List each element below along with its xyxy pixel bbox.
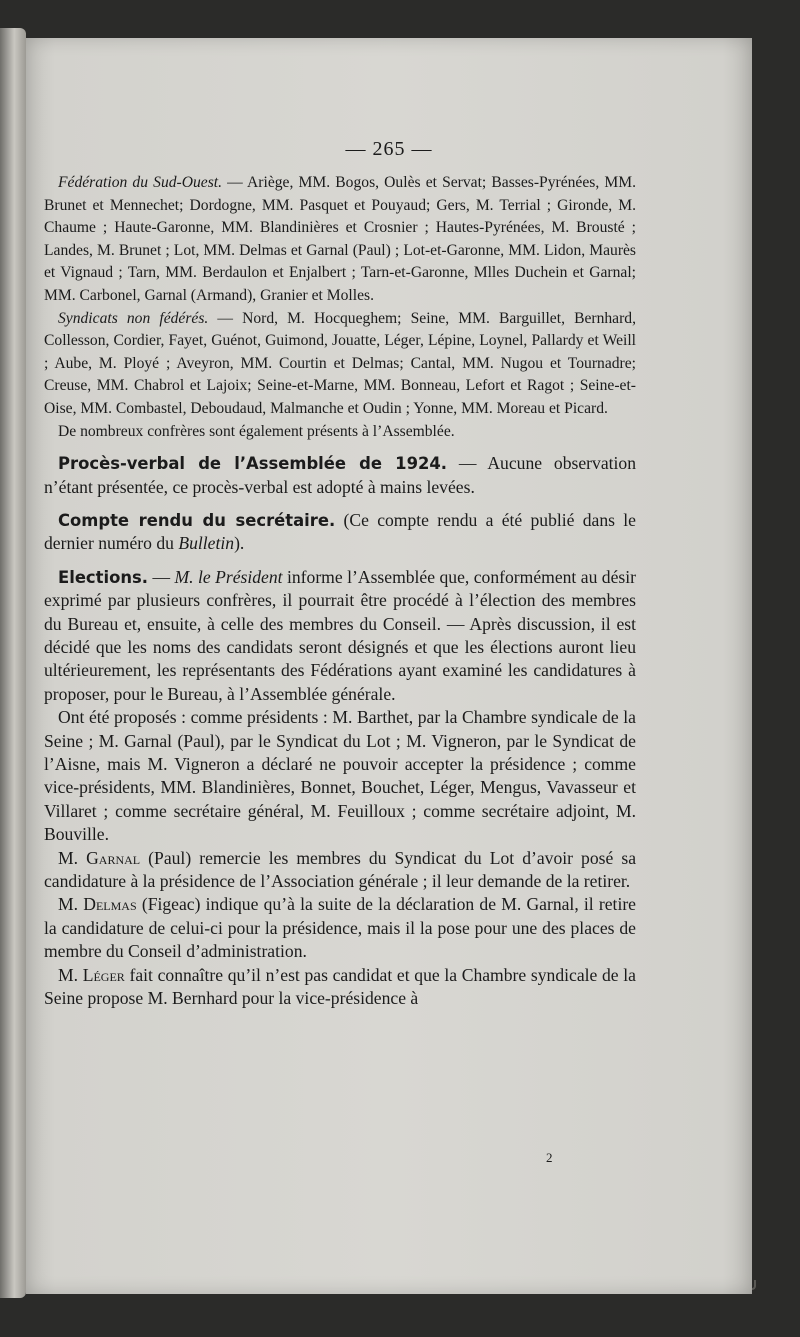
signature-mark: 2 [546, 1150, 553, 1165]
paragraph-proces-verbal [44, 452, 636, 499]
paragraph-text: (Paul) remercie les membres du Syndicat du Lot d’avoir posé sa candidature à la présidence de l’Association générale ; il leur demande de la retirer. [44, 847, 636, 892]
speaker-name: Garnal [86, 847, 141, 868]
paragraph-text: — Ariège, MM. Bogos, Oulès et Servat; Basses-Pyrénées, MM. Brunet et Mennechet; Dordogne, MM. Pasquet et Pouyaud; Gers, M. Terrial ; Gironde, M. Chaume ; Haute-Garonne, MM. Blandinières et Crosnier ; Hautes-Pyrénées, M. Brousté ; Landes, M. Brunet ; Lot, MM. Delmas et Garnal (Paul) ; Lot-et-Garonne, MM. Lidon, Maurès et Vignaud ; Tarn, MM. Berdaulon et Enjalbert ; Tarn-et-Garonne, Mlles Duchein et Garnal; MM. Carbonel, Garnal (Armand), Granier et Molles. [44, 174, 636, 304]
paragraph-federation-sud-ouest [44, 172, 636, 308]
paragraph-leger [44, 964, 636, 1011]
dash: — [148, 566, 175, 587]
book-page [26, 38, 752, 1294]
speaker-prefix: M. [58, 847, 87, 868]
paragraph-title: Syndicats non fédérés. [58, 309, 209, 327]
speaker-name: Delmas [83, 894, 137, 915]
paragraph-delmas [44, 893, 636, 963]
paragraph-syndicats-non-federes [44, 308, 636, 421]
speaker-prefix: M. [58, 894, 84, 915]
president-ref: M. le Président [174, 566, 283, 587]
paragraph-confreres: De nombreux confrères sont également présents à l’Assemblée. [58, 422, 455, 440]
section-heading: Compte rendu du secrétaire. [58, 510, 336, 530]
paragraph-text: — Nord, M. Hocqueghem; Seine, MM. Barguillet, Bernhard, Collesson, Cordier, Fayet, Guénot, Guimond, Jouatte, Léger, Lépine, Loynel, Pallardy et Weill ; Aube, M. Ployé ; Aveyron, MM. Courtin et Delmas; Cantal, MM. Nugou et Tournadre; Creuse, MM. Chabrol et Lajoix; Seine-et-Marne, MM. Bonneau, Lefort et Ragot ; Seine-et-Oise, MM. Combastel, Deboudaud, Malmanche et Oudin ; Yonne, MM. Moreau et Picard. [44, 309, 636, 417]
paragraph-text: (Figeac) indique qu’à la suite de la déclaration de M. Garnal, il retire la candidature de celui-ci pour la présidence, mais il la pose pour une des places de membre du Conseil d’administration. [44, 894, 636, 962]
paragraph-text: informe l’Assemblée que, conformément au désir exprimé par plusieurs confrères, il pourrait être procédé à l’élection des membres du Bureau et, ensuite, à celle des membres du Conseil. — Après discussion, il est décidé que les noms des candidats seront désignés et que les élections auront lieu ultérieurement, les représentants des Fédérations ayant examiné les candidatures à proposer, pour le Bureau, à l’Assemblée générale. [44, 566, 636, 704]
adjacent-page-edge [0, 28, 26, 1298]
bulletin-title: Bulletin [178, 533, 235, 554]
section-heading: Procès-verbal de l’Assemblée de 1924. [58, 454, 448, 474]
paragraph-text: fait connaître qu’il n’est pas candidat et que la Chambre syndicale de la Seine propose M. Bernhard pour la vice-présidence à [44, 964, 636, 1009]
speaker-name: Léger [82, 964, 125, 985]
paragraph-elections [44, 566, 636, 706]
paragraph-garnal [44, 847, 636, 894]
page-text [44, 172, 636, 1010]
section-heading: Elections. [58, 567, 149, 587]
paragraph-compte-rendu [44, 509, 636, 556]
paragraph-text: ). [234, 533, 245, 554]
paragraph-title: Fédération du Sud-Ouest. [58, 174, 223, 191]
page-number: — 265 — [345, 138, 433, 160]
paragraph-text: (Ce compte rendu a été publié dans le dernier numéro du [44, 509, 636, 554]
speaker-prefix: M. [58, 964, 83, 985]
paragraph-text: — Aucune observation n’étant présentée, ce procès-verbal est adopté à mains levées. [44, 453, 636, 497]
paragraph-proposes: Ont été proposés : comme présidents : M. Barthet, par la Chambre syndicale de la Seine ; M. Garnal (Paul), par le Syndicat du Lot ; M. Vigneron, par le Syndicat de l’Aisne, mais M. Vigneron a déclaré ne pouvoir accepter la présidence ; comme vice-présidents, MM. Blandinières, Bonnet, Bouchet, Léger, Mengus, Vavasseur et Villaret ; comme secrétaire général, M. Feuilloux ; comme secrétaire adjoint, M. Bouville. [44, 707, 636, 845]
